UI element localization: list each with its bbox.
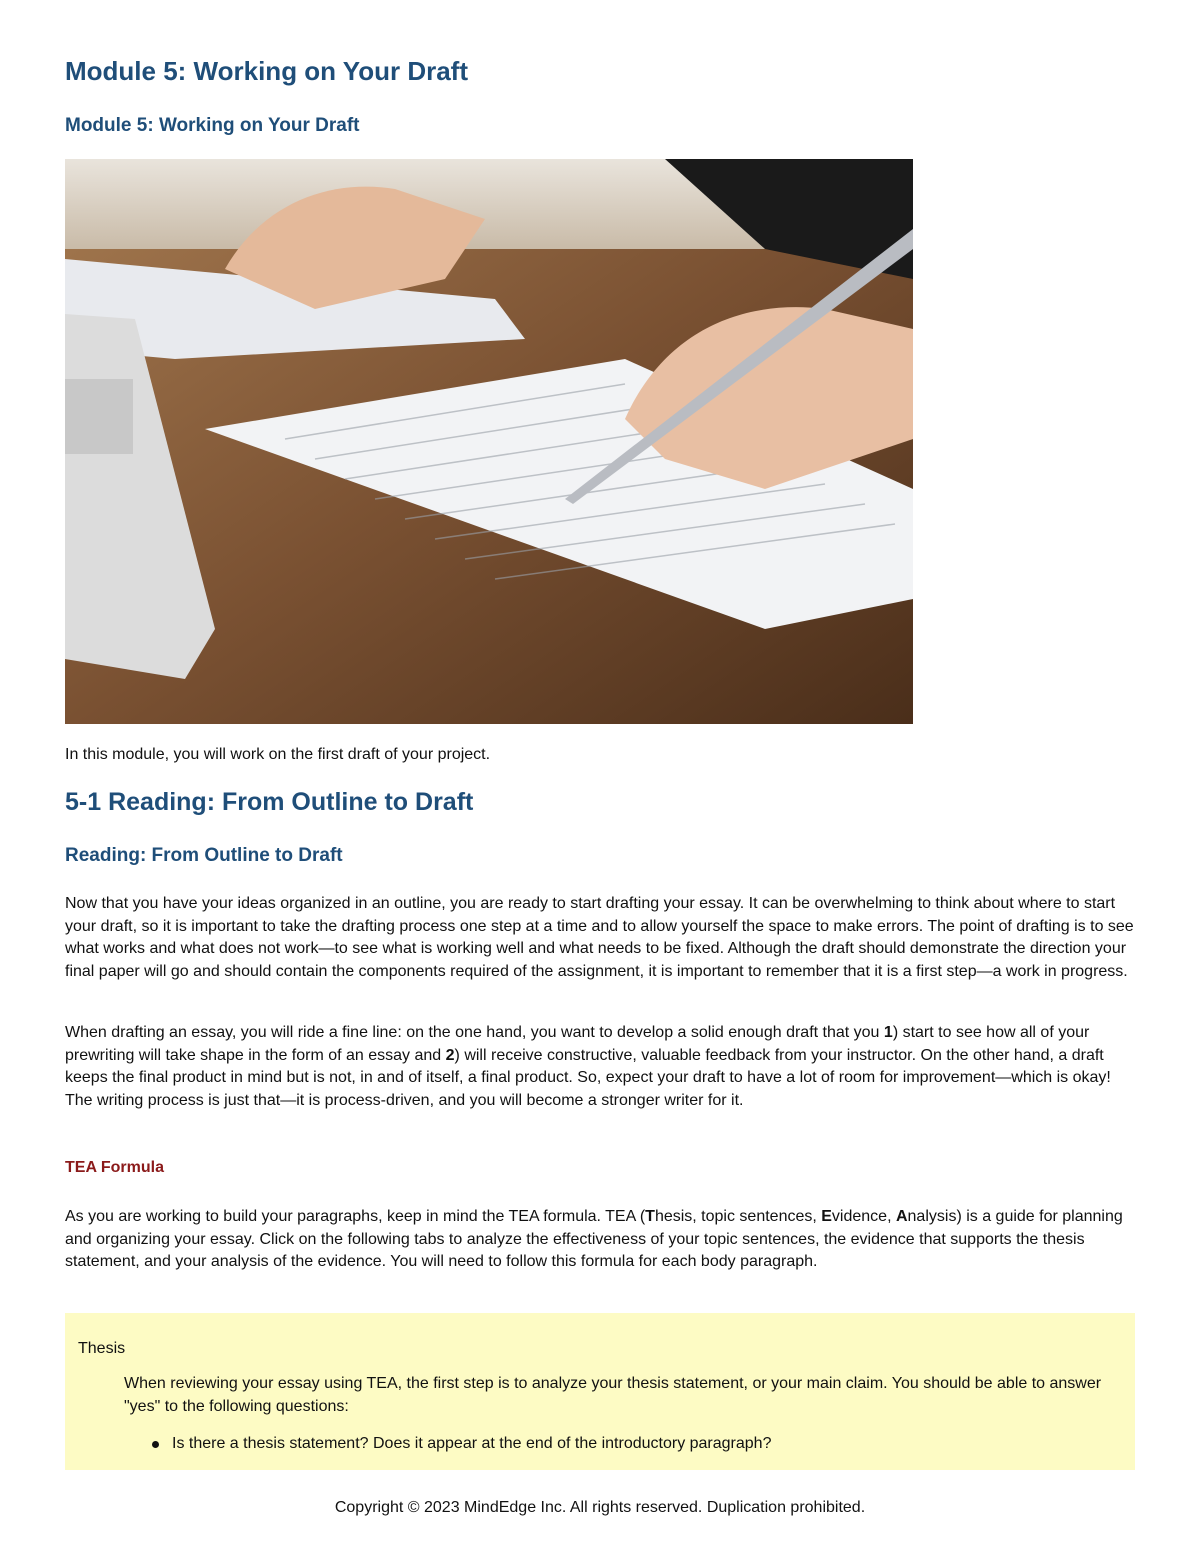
paragraph-fine-line: When drafting an essay, you will ride a fine line: on the one hand, you want to develop a solid enough draft that you 1) start to see how all of your prewriting will take shape in the form of an essay and 2) will receive constructive, valuable feedback from your instructor. On the other hand, a draft keeps the final product in mind but is not, in and of itself, a final product. So, expect your draft to have a lot of room for improvement—which is okay! The writing process is just that—it is process-driven, and you will become a stronger writer for it. (65, 1024, 1111, 1110)
page-title: Module 5: Working on Your Draft (65, 56, 468, 86)
paragraph-tea: As you are working to build your paragraphs, keep in mind the TEA formula. TEA (Thesis, topic sentences, Evidence, Analysis) is a guide for planning and organizing your essay. Click on the following tabs to analyze the effectiveness of your topic sentences, the evidence that supports the thesis statement, and your analysis of the evidence. You will need to follow this formula for each body paragraph. (65, 1208, 1123, 1271)
bullet-icon (152, 1441, 159, 1448)
module-subtitle: Module 5: Working on Your Draft (65, 115, 360, 136)
reading-heading: Reading: From Outline to Draft (65, 845, 343, 866)
thesis-tab-label[interactable]: Thesis (78, 1340, 126, 1357)
section-heading: 5-1 Reading: From Outline to Draft (65, 788, 474, 816)
copyright-footer: Copyright © 2023 MindEdge Inc. All rights reserved. Duplication prohibited. (334, 1499, 866, 1516)
thesis-text: When reviewing your essay using TEA, the first step is to analyze your thesis statement, or your main claim. You should be able to answer "yes" to the following questions: (124, 1375, 1102, 1415)
list-item: Is there a thesis statement? Does it appear at the end of the introductory paragraph? (124, 1433, 771, 1455)
tea-heading: TEA Formula (65, 1159, 164, 1176)
hero-image (65, 159, 913, 724)
paragraph-outline-to-draft: Now that you have your ideas organized in an outline, you are ready to start drafting your essay. It can be overwhelming to think about where to start your draft, so it is important to take the drafting process one step at a time and to allow yourself the space to make errors. The point of drafting is to see what works and what does not work—to see what is working well and what needs to be fixed. Although the draft should demonstrate the direction your final paper will go and should contain the components required of the assignment, it is important to remember that it is a first step—a work in progress. (65, 895, 1134, 981)
thesis-questions (124, 1433, 771, 1455)
intro-text: In this module, you will work on the first draft of your project. (65, 746, 491, 763)
thesis-tab-panel (65, 1313, 1135, 1470)
